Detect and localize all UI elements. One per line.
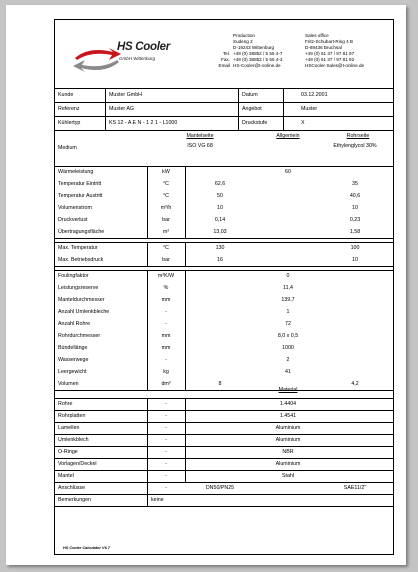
row-rohrseite-value: 1,58 (349, 229, 361, 235)
divider (185, 270, 186, 390)
row-allgemein-value: 139,7 (281, 297, 295, 303)
row-rohrseite-value: 40,6 (349, 193, 361, 199)
medium-label: Medium (58, 145, 77, 151)
medium-rohrseite: Ethylenglycol 30% (333, 143, 377, 149)
divider (55, 166, 393, 167)
production-fax: Fax. +49 (0) 38852 / 5 55 4-3 (221, 57, 283, 62)
row-label: Volumenstrom (58, 205, 92, 211)
divider (185, 166, 186, 238)
row-unit: dm³ (161, 381, 171, 387)
row-allgemein-value: 72 (285, 321, 291, 327)
row-unit: m²K/W (157, 273, 175, 279)
row-allgemein-value: 1000 (282, 345, 294, 351)
material-row-value: Aluminium (275, 461, 301, 467)
row-label: Wärmeleistung (58, 169, 94, 175)
divider (55, 482, 393, 483)
row-rohrseite-value: 10 (352, 257, 358, 263)
column-header-mantelseite: Mantelseite (186, 133, 214, 139)
kunde-value: Muster GmbH (109, 92, 142, 98)
divider (55, 130, 393, 131)
row-allgemein-value: 2 (286, 357, 290, 363)
row-unit: - (165, 357, 167, 363)
divider (55, 422, 393, 423)
material-row-unit: - (165, 449, 167, 455)
divider (55, 270, 393, 271)
material-row-unit: - (165, 413, 167, 419)
row-label: Bündellänge (58, 345, 88, 351)
angebot-value: Muster (301, 106, 318, 112)
anschluesse-label: Anschlüsse (58, 485, 86, 491)
row-rohrseite-value: 4,2 (351, 381, 359, 387)
datasheet-frame (54, 19, 394, 555)
anschluesse-rohrseite: SAE11/2" (343, 485, 367, 491)
row-unit: m³/h (160, 205, 172, 211)
production-tel: Tel. +49 (0) 38852 / 5 55 4-7 (222, 51, 283, 56)
row-mantelseite-value: 10 (217, 205, 223, 211)
material-row-value: Aluminium (275, 437, 301, 443)
material-row-unit: - (165, 461, 167, 467)
sales-tel: +49 (0) 61 37 / 97 81 97 (305, 51, 355, 56)
material-row-label: Rohre (58, 401, 73, 407)
sales-address-2: D-69436 Bruchsal (305, 45, 342, 50)
row-rohrseite-value: 0,23 (349, 217, 361, 223)
row-mantelseite-value: 16 (217, 257, 223, 263)
divider (55, 470, 393, 471)
divider (283, 88, 284, 130)
referenz-value: Muster AG (109, 106, 135, 112)
kunde-label: Kunde (58, 92, 74, 98)
row-mantelseite-value: 50 (217, 193, 223, 199)
medium-mantelseite: ISO VG 68 (187, 143, 213, 149)
row-label: Max. Temperatur (58, 245, 98, 251)
sales-fax: +49 (0) 61 37 / 97 81 92 (305, 57, 355, 62)
divider (55, 446, 393, 447)
divider (55, 434, 393, 435)
row-unit: m² (162, 229, 170, 235)
logo-text: HS Cooler (117, 41, 170, 53)
logo-subtitle: GmbH Wittenburg (119, 56, 155, 61)
production-address-1: Sudeng 2 (233, 39, 253, 44)
footer-software-version: HS Cooler Calculator V6.7 (63, 546, 110, 550)
row-label: Temperatur Austritt (58, 193, 103, 199)
row-allgemein-value: 8,0 x 0,5 (277, 333, 299, 339)
row-unit: mm (161, 297, 171, 303)
row-mantelseite-value: 13,03 (213, 229, 227, 235)
row-mantelseite-value: 0,14 (214, 217, 226, 223)
row-label: Temperatur Eintritt (58, 181, 102, 187)
row-unit: mm (161, 345, 171, 351)
row-allgemein-value: 1 (286, 309, 290, 315)
row-allgemein-value: 0 (286, 273, 290, 279)
row-unit: % (163, 285, 169, 291)
divider (147, 494, 148, 506)
material-row-unit: - (165, 437, 167, 443)
row-unit: °C (163, 245, 169, 251)
row-rohrseite-value: 100 (350, 245, 360, 251)
column-header-rohrseite: Rohrseite (346, 133, 370, 139)
divider (55, 410, 393, 411)
divider (55, 494, 393, 495)
sales-address-1: Fritz-Schubart-Ring 4 B (305, 39, 353, 44)
row-unit: mm (161, 333, 171, 339)
material-row-value: NBR (282, 449, 294, 455)
row-unit: kg (163, 369, 169, 375)
row-mantelseite-value: 8 (218, 381, 222, 387)
druckstufe-value: X (301, 120, 305, 126)
column-header-allgemein: Allgemein (276, 133, 300, 139)
row-label: Anzahl Rohre (58, 321, 91, 327)
material-row-value: 1.4541 (279, 413, 297, 419)
row-allgemein-value: 60 (285, 169, 291, 175)
sales-title: Sales office (305, 33, 329, 38)
divider (55, 506, 393, 507)
referenz-label: Referenz (58, 106, 80, 112)
material-row-unit: - (165, 473, 167, 479)
row-label: Rohrdurchmesser (58, 333, 101, 339)
divider (55, 458, 393, 459)
row-rohrseite-value: 35 (352, 181, 358, 187)
angebot-label: Angebot (242, 106, 262, 112)
kuehlertyp-label: Kühlertyp (58, 120, 81, 126)
row-label: Wasserwege (58, 357, 89, 363)
divider (55, 266, 393, 267)
row-mantelseite-value: 130 (215, 245, 225, 251)
row-unit: - (165, 309, 167, 315)
row-label: Foulingfaktor (58, 273, 89, 279)
material-row-unit: - (165, 425, 167, 431)
material-row-label: O-Ringe (58, 449, 78, 455)
material-row-label: Lamellen (58, 425, 80, 431)
row-label: Anzahl Umlenkbleche (58, 309, 110, 315)
divider (105, 88, 106, 130)
row-unit: bar (162, 217, 170, 223)
row-unit: °C (163, 193, 169, 199)
material-row-unit: - (165, 401, 167, 407)
anschluesse-unit: - (165, 485, 167, 491)
divider (238, 88, 239, 130)
row-unit: bar (162, 257, 170, 263)
row-label: Leergewicht (58, 369, 87, 375)
material-row-label: Vorlagen/Deckel (58, 461, 97, 467)
row-allgemein-value: 11,4 (283, 285, 293, 291)
row-label: Max. Betriebsdruck (58, 257, 104, 263)
row-label: Leistungsreserve (58, 285, 99, 291)
document-page (6, 5, 406, 565)
material-row-label: Mantel (58, 473, 74, 479)
divider (55, 390, 393, 391)
anschluesse-mantelseite: DN50/PN25 (205, 485, 235, 491)
row-rohrseite-value: 10 (352, 205, 358, 211)
production-email: Email HS-Cooler@t-online.de (218, 63, 281, 68)
druckstufe-label: Druckstufe (242, 120, 268, 126)
row-unit: °C (163, 181, 169, 187)
datum-value: 03.12.2001 (301, 92, 328, 98)
row-label: Druckverlust (58, 217, 88, 223)
row-mantelseite-value: 62,6 (214, 181, 226, 187)
material-row-value: Aluminium (275, 425, 301, 431)
sales-email: HSCooler-Sales@t-online.de (305, 63, 365, 68)
divider (147, 166, 148, 238)
production-title: Production (233, 33, 255, 38)
material-header: Material (278, 387, 298, 393)
row-label: Manteldurchmesser (58, 297, 105, 303)
divider (55, 242, 393, 243)
material-row-value: Stahl (281, 473, 295, 479)
material-row-value: 1.4404 (279, 401, 297, 407)
bemerkungen-value: keine (151, 497, 164, 503)
row-label: Übertragungsfläche (58, 229, 105, 235)
row-unit: kW (162, 169, 170, 175)
datum-label: Datum (242, 92, 258, 98)
production-address-2: D-19243 Wittenburg (233, 45, 275, 50)
material-row-label: Umlenkblech (58, 437, 89, 443)
bemerkungen-label: Bemerkungen (58, 497, 91, 503)
row-unit: - (165, 321, 167, 327)
kuehlertyp-value: KS 12 - A E N - 1 2 1 - L1000 (109, 120, 178, 126)
material-row-label: Rohrplatten (58, 413, 86, 419)
row-allgemein-value: 41 (285, 369, 291, 375)
divider (55, 238, 393, 239)
row-label: Volumen (58, 381, 79, 387)
divider (55, 398, 393, 399)
